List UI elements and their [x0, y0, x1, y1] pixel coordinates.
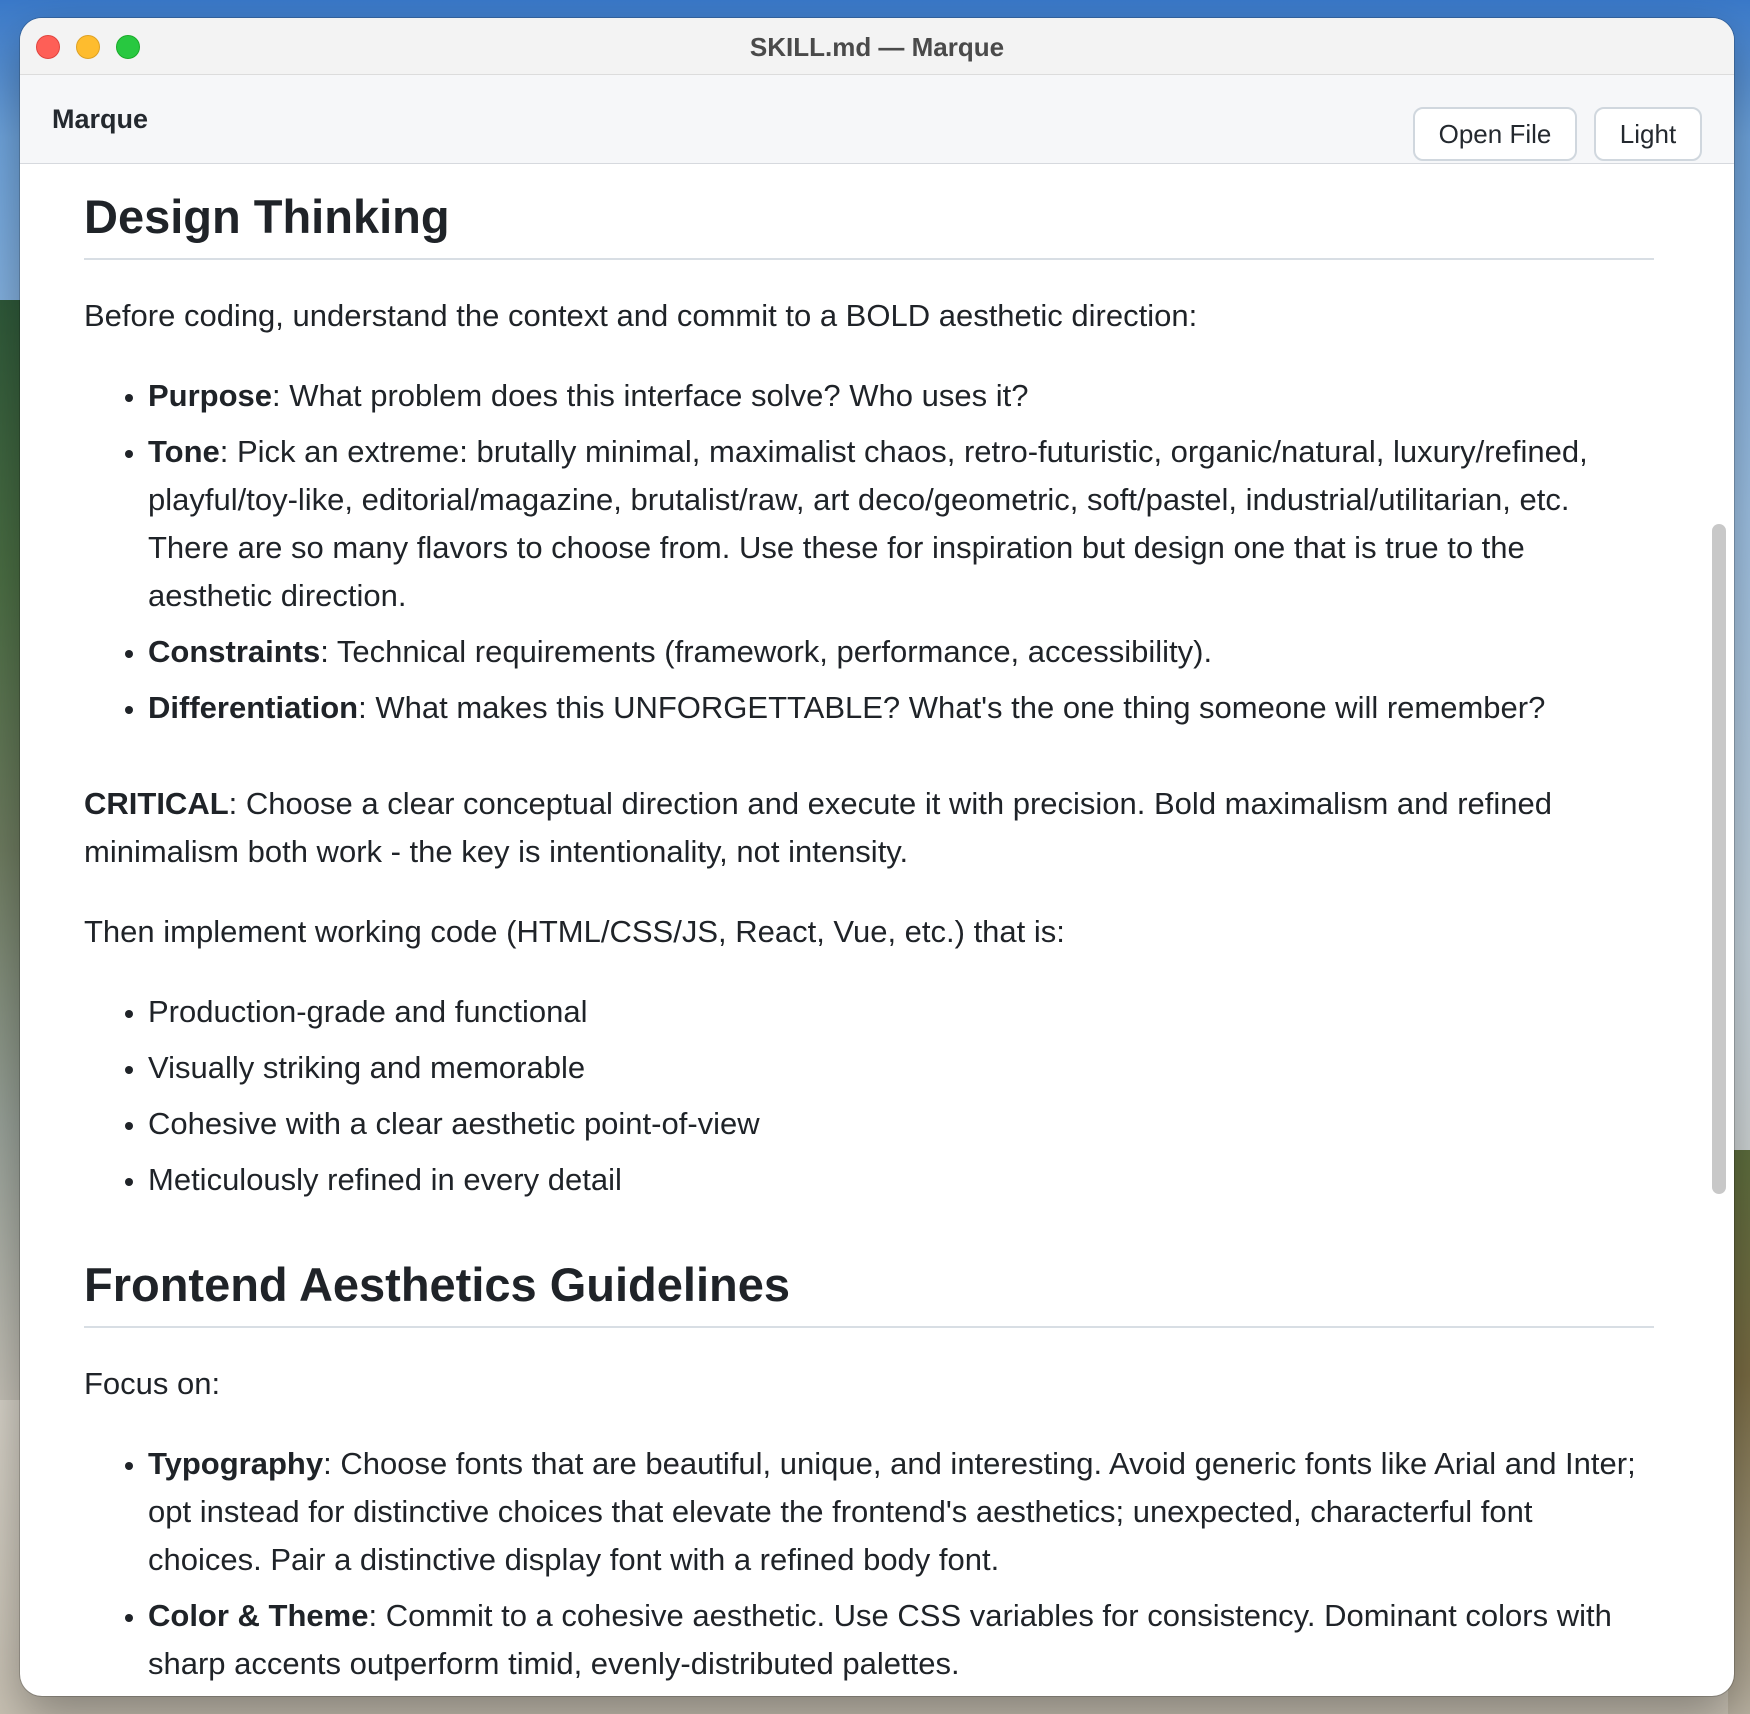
app-toolbar — [20, 75, 1734, 164]
list-item: • Cohesive with a clear aesthetic point-of-view — [148, 1100, 1654, 1148]
list-item — [148, 428, 1654, 620]
theme-toggle-button[interactable]: Light — [1594, 107, 1702, 161]
paragraph-intro: Before coding, understand the context and commit to a BOLD aesthetic direction: — [84, 298, 1198, 334]
vertical-scrollbar-thumb[interactable] — [1712, 524, 1726, 1194]
list-item — [148, 684, 1654, 732]
list-item-text: : Choose fonts that are beautiful, unique, and interesting. Avoid generic fonts like Arial and Inter; opt instead for distinctive choices that elevate the frontend's aesthetics; unexpected, characterful font choices. Pair a distinctive display font with a refined body font. — [148, 1446, 1636, 1578]
window-title: SKILL.md — Marque — [749, 32, 1005, 62]
app-name: Marque — [52, 104, 149, 134]
title-bar — [20, 18, 1734, 75]
list-item — [148, 1592, 1654, 1688]
heading-design-thinking: Design Thinking — [84, 190, 1654, 260]
list-item — [148, 372, 1654, 420]
heading-frontend-aesthetics: Frontend Aesthetics Guidelines — [84, 1258, 1654, 1328]
list-item-text: : Technical requirements (framework, performance, accessibility). — [320, 634, 1213, 670]
paragraph-critical — [84, 780, 1654, 876]
list-item-text: : What makes this UNFORGETTABLE? What's the one thing someone will remember? — [358, 690, 1546, 726]
list-item: • Visually striking and memorable — [148, 1044, 1654, 1092]
list-item — [148, 628, 1654, 676]
critical-text: : Choose a clear conceptual direction and execute it with precision. Bold maximalism and refined minimalism both work - the key is intentionality, not intensity. — [84, 786, 1553, 870]
critical-term: CRITICAL — [84, 786, 229, 822]
list-item-term: Typography — [148, 1446, 324, 1482]
list-item-term: Tone — [148, 434, 220, 470]
list-item-term: Constraints — [148, 634, 321, 670]
document-viewer[interactable] — [20, 164, 1734, 1696]
list-item — [148, 1440, 1654, 1584]
design-list — [84, 372, 1654, 732]
list-item-term: Color & Theme — [148, 1598, 369, 1634]
paragraph-focus: Focus on: — [84, 1366, 221, 1402]
list-item-term: Differentiation — [148, 690, 359, 726]
paragraph-then: Then implement working code (HTML/CSS/JS, React, Vue, etc.) that is: — [84, 914, 1065, 950]
list-item-text: : Pick an extreme: brutally minimal, maximalist chaos, retro-futuristic, organic/natural, luxury/refined, playful/toy-like, editorial/magazine, brutalist/raw, art deco/geometric, soft/pastel, industrial/utilitarian, etc. There are so many flavors to choose from. Use these for inspiration but design one that is true to the aesthetic direction. — [148, 434, 1588, 614]
quality-list — [84, 988, 1654, 1204]
list-item-text: : What problem does this interface solve? Who uses it? — [272, 378, 1029, 414]
list-item-text: : Commit to a cohesive aesthetic. Use CSS variables for consistency. Dominant colors with sharp accents outperform timid, evenly-distributed palettes. — [148, 1598, 1612, 1682]
aesthetics-list — [84, 1440, 1654, 1688]
list-item: • Production-grade and functional — [148, 988, 1654, 1036]
open-file-button[interactable]: Open File — [1413, 107, 1577, 161]
list-item: • Meticulously refined in every detail — [148, 1156, 1654, 1204]
markdown-document — [84, 164, 1654, 1696]
app-window — [20, 18, 1734, 1696]
list-item-term: Purpose — [148, 378, 273, 414]
